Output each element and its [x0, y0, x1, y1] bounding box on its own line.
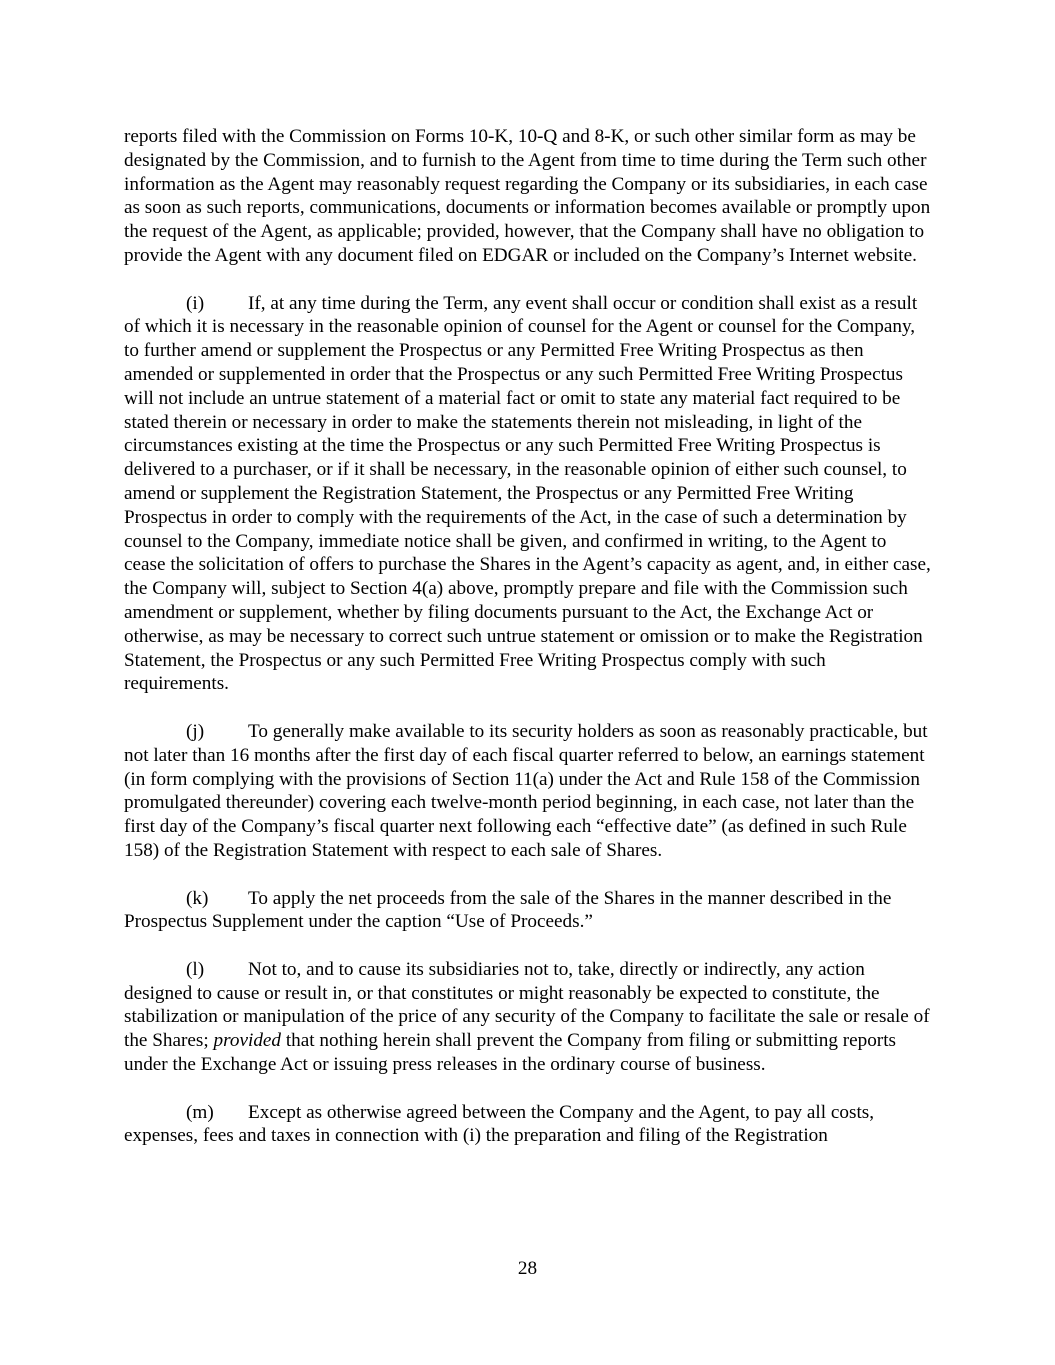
- paragraph-m: [124, 1101, 932, 1149]
- clause-marker: (m): [186, 1101, 214, 1123]
- paragraph-text: Except as otherwise agreed between the Company and the Agent, to pay all costs, expenses, fees and taxes in connection with (i) the preparation and filing of the Registration: [124, 1101, 875, 1147]
- paragraph-k: [124, 887, 932, 935]
- paragraph-text: Not to, and to cause its subsidiaries not to, take, directly or indirectly, any action designed to cause or result in, or that constitutes or might reasonably be expected to constitute, the stabilization or manipulation of the price of any security of the Company to facilitate the sale or resale of the Shares;: [124, 958, 930, 1052]
- document-body: [124, 125, 932, 1172]
- paragraph-i: [124, 292, 932, 697]
- paragraph-text: To generally make available to its security holders as soon as reasonably practicable, but not later than 16 months after the first day of each fiscal quarter referred to below, an earnings statement (in form complying with the provisions of Section 11(a) under the Act and Rule 158 of the Commission promulgated thereunder) covering each twelve-month period beginning, in each case, not later than the first day of the Company’s fiscal quarter next following each “effective date” (as defined in such Rule 158) of the Registration Statement with respect to each sale of Shares.: [124, 720, 928, 861]
- paragraph-text: If, at any time during the Term, any event shall occur or condition shall exist as a result of which it is necessary in the reasonable opinion of counsel for the Agent or counsel for the Company, to further amend or supplement the Prospectus or any Permitted Free Writing Prospectus as then amended or supplemented in order that the Prospectus or any such Permitted Free Writing Prospectus will not include an untrue statement of a material fact or omit to state any material fact required to be stated therein or necessary in order to make the statements therein not misleading, in light of the circumstances existing at the time the Prospectus or any such Permitted Free Writing Prospectus is delivered to a purchaser, or if it shall be necessary, in the reasonable opinion of either such counsel, to amend or supplement the Registration Statement, the Prospectus or any Permitted Free Writing Prospectus in order to comply with the requirements of the Act, in the case of such a determination by counsel to the Company, immediate notice shall be given, and confirmed in writing, to the Agent to cease the solicitation of offers to purchase the Shares in the Agent’s capacity as agent, and, in either case, the Company will, subject to Section 4(a) above, promptly prepare and file with the Commission such amendment or supplement, whether by filing documents pursuant to the Act, the Exchange Act or otherwise, as may be necessary to correct such untrue statement or omission or to make the Registration Statement, the Prospectus or any such Permitted Free Writing Prospectus comply with such requirements.: [124, 292, 931, 695]
- paragraph-text: reports filed with the Commission on Forms 10-K, 10-Q and 8-K, or such other similar form as may be designated by the Commission, and to furnish to the Agent from time to time during the Term such other information as the Agent may reasonably request regarding the Company or its subsidiaries, in each case as soon as such reports, communications, documents or information becomes available or promptly upon the request of the Agent, as applicable; provided, however, that the Company shall have no obligation to provide the Agent with any document filed on EDGAR or included on the Company’s Internet website.: [124, 126, 931, 266]
- paragraph-j: [124, 720, 932, 863]
- page-number: 28: [517, 1258, 538, 1279]
- italic-term: provided: [213, 1030, 282, 1052]
- paragraph-continuation: [124, 125, 932, 268]
- clause-marker: (k): [186, 887, 209, 909]
- paragraph-text: that nothing herein shall prevent the Company from filing or submitting reports under the Exchange Act or issuing press releases in the ordinary course of business.: [124, 1030, 896, 1076]
- clause-marker: (i): [186, 292, 205, 314]
- paragraph-text: To apply the net proceeds from the sale of the Shares in the manner described in the Prospectus Supplement under the caption “Use of Proceeds.”: [124, 887, 892, 933]
- clause-marker: (l): [186, 958, 205, 980]
- paragraph-l: [124, 958, 932, 1077]
- clause-marker: (j): [186, 720, 205, 742]
